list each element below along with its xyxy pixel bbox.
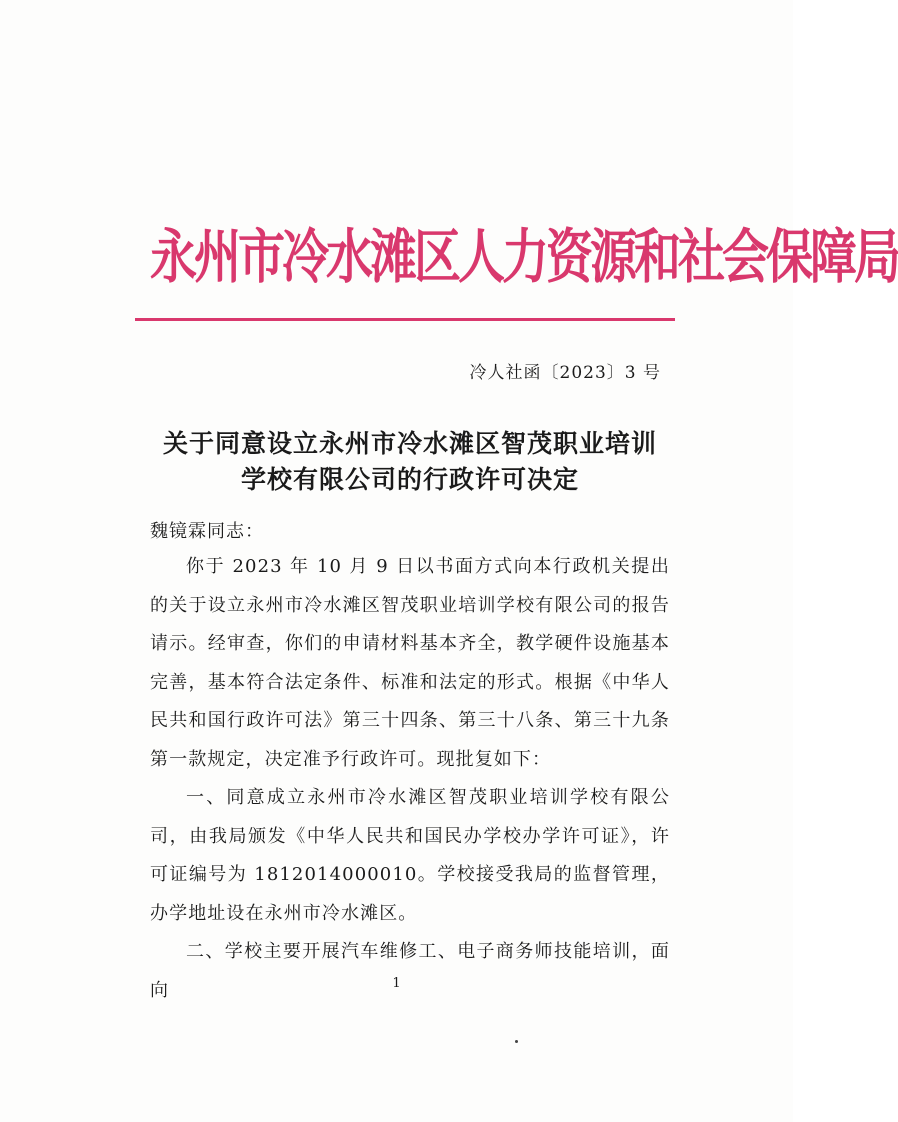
document-body xyxy=(150,548,670,1010)
letterhead-agency-name: 永州市冷水滩区人力资源和社会保障局 xyxy=(150,223,898,292)
document-title-line-2: 学校有限公司的行政许可决定 xyxy=(240,465,579,494)
letterhead-red-rule xyxy=(135,318,675,321)
body-paragraph: 你于 2023 年 10 月 9 日以书面方式向本行政机关提出的关于设立永州市冷水滩区智茂职业培训学校有限公司的报告请示。经审查，你们的申请材料基本齐全，教学硬件设施基本完善，基本符合法定条件、标准和法定的形式。根据《中华人民共和国行政许可法》第三十四条、第三十八条、第三十九条第一款规定，决定准予行政许可。现批复如下： xyxy=(150,556,670,770)
body-paragraph: 一、同意成立永州市冷水滩区智茂职业培训学校有限公司，由我局颁发《中华人民共和国民办学校办学许可证》，许可证编号为 1812014000010。学校接受我局的监督管理，办学地址设在永州市冷水滩区。 xyxy=(150,787,670,924)
document-title-line-1: 关于同意设立永州市冷水滩区智茂职业培训 xyxy=(162,429,657,458)
body-paragraph: 二、学校主要开展汽车维修工、电子商务师技能培训，面向 xyxy=(150,941,670,1001)
document-number: 冷人社函〔2023〕3 号 xyxy=(469,363,661,383)
page-number: 1 xyxy=(392,976,401,991)
salutation: 魏镜霖同志： xyxy=(150,521,264,542)
scan-speck xyxy=(515,1040,518,1043)
